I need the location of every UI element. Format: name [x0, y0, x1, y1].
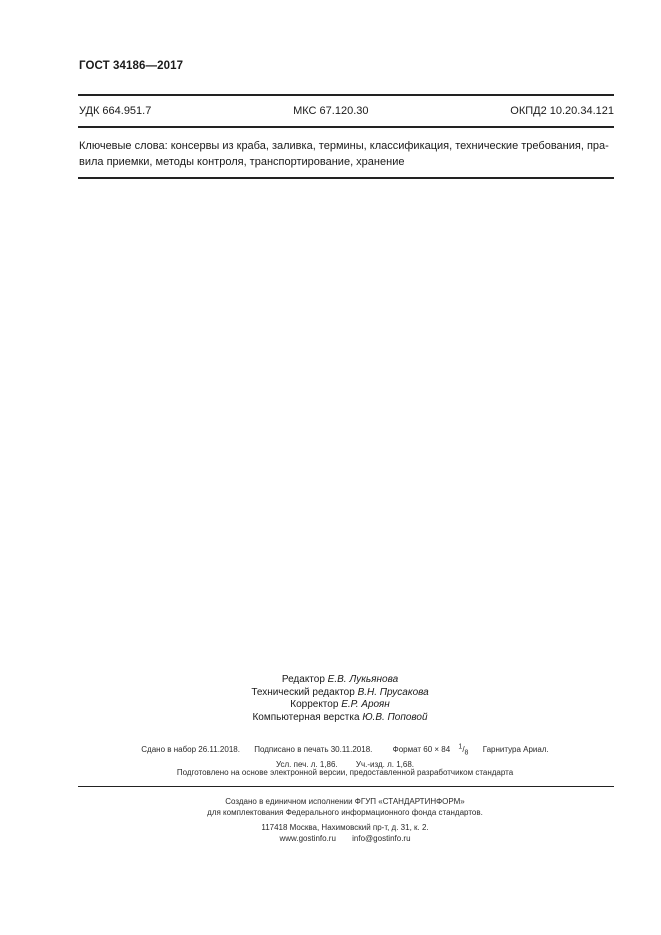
publication-info [100, 741, 590, 771]
credit-name: Ю.В. Поповой [362, 711, 428, 723]
keywords-divider [78, 177, 614, 179]
signed-date: Подписано в печать 30.11.2018. [254, 744, 373, 754]
footer-line: Создано в единичном исполнении ФГУП «СТАНДАРТИНФОРМ» [225, 797, 465, 806]
credit-role: Технический редактор [251, 686, 355, 698]
credit-role: Компьютерная верстка [252, 711, 360, 723]
submitted-date: Сдано в набор 26.11.2018. [141, 744, 240, 754]
format-denominator: 8 [464, 749, 469, 757]
classification-codes [79, 105, 614, 117]
publishing-sheets: Уч.-изд. л. 1,68. [355, 760, 415, 770]
udk-code: УДК 664.951.7 [79, 105, 152, 117]
footer-divider [78, 786, 614, 787]
document-number: ГОСТ 34186—2017 [79, 60, 184, 72]
credit-layout [140, 712, 540, 725]
prepared-note: Подготовлено на основе электронной версии, предоставленной разработчиком стандарта [176, 768, 514, 777]
publisher-footer [100, 796, 590, 844]
okpd-code: ОКПД2 10.20.34.121 [510, 105, 614, 117]
credit-role: Корректор [290, 699, 339, 710]
credit-name: Е.В. Лукьянова [327, 674, 399, 685]
credit-name: В.Н. Прусакова [357, 686, 429, 698]
codes-divider [78, 126, 614, 128]
top-divider [78, 94, 614, 96]
format-numerator: 1 [458, 743, 463, 750]
typeface: Гарнитура Ариал. [482, 744, 549, 754]
website-link[interactable]: www.gostinfo.ru [279, 834, 336, 843]
format: Формат 60 × 84 $^1/_8$ [392, 743, 469, 757]
format-label: Формат 60 × 84 [392, 744, 451, 754]
credit-role: Редактор [281, 674, 325, 685]
credit-editor [140, 674, 540, 687]
print-sheets: Усл. печ. л. 1,86. [275, 760, 338, 770]
email-link[interactable]: info@gostinfo.ru [352, 834, 411, 843]
keywords-line: вила приемки, методы контроля, транспортирование, хранение [79, 155, 405, 168]
mks-code: МКС 67.120.30 [293, 105, 369, 117]
keywords-line: Ключевые слова: консервы из краба, заливка, термины, классификация, технические требования, пра- [79, 140, 609, 152]
keywords [79, 139, 614, 170]
credit-proofreader [140, 699, 540, 712]
credit-name: Е.Р. Ароян [341, 699, 390, 710]
footer-contacts [100, 833, 590, 844]
footer-address: 117418 Москва, Нахимовский пр-т, д. 31, к. 2. [261, 823, 429, 832]
footer-line: для комплектования Федерального информационного фонда стандартов. [207, 808, 483, 817]
credits-block [140, 674, 540, 724]
credit-tech-editor [140, 687, 540, 700]
